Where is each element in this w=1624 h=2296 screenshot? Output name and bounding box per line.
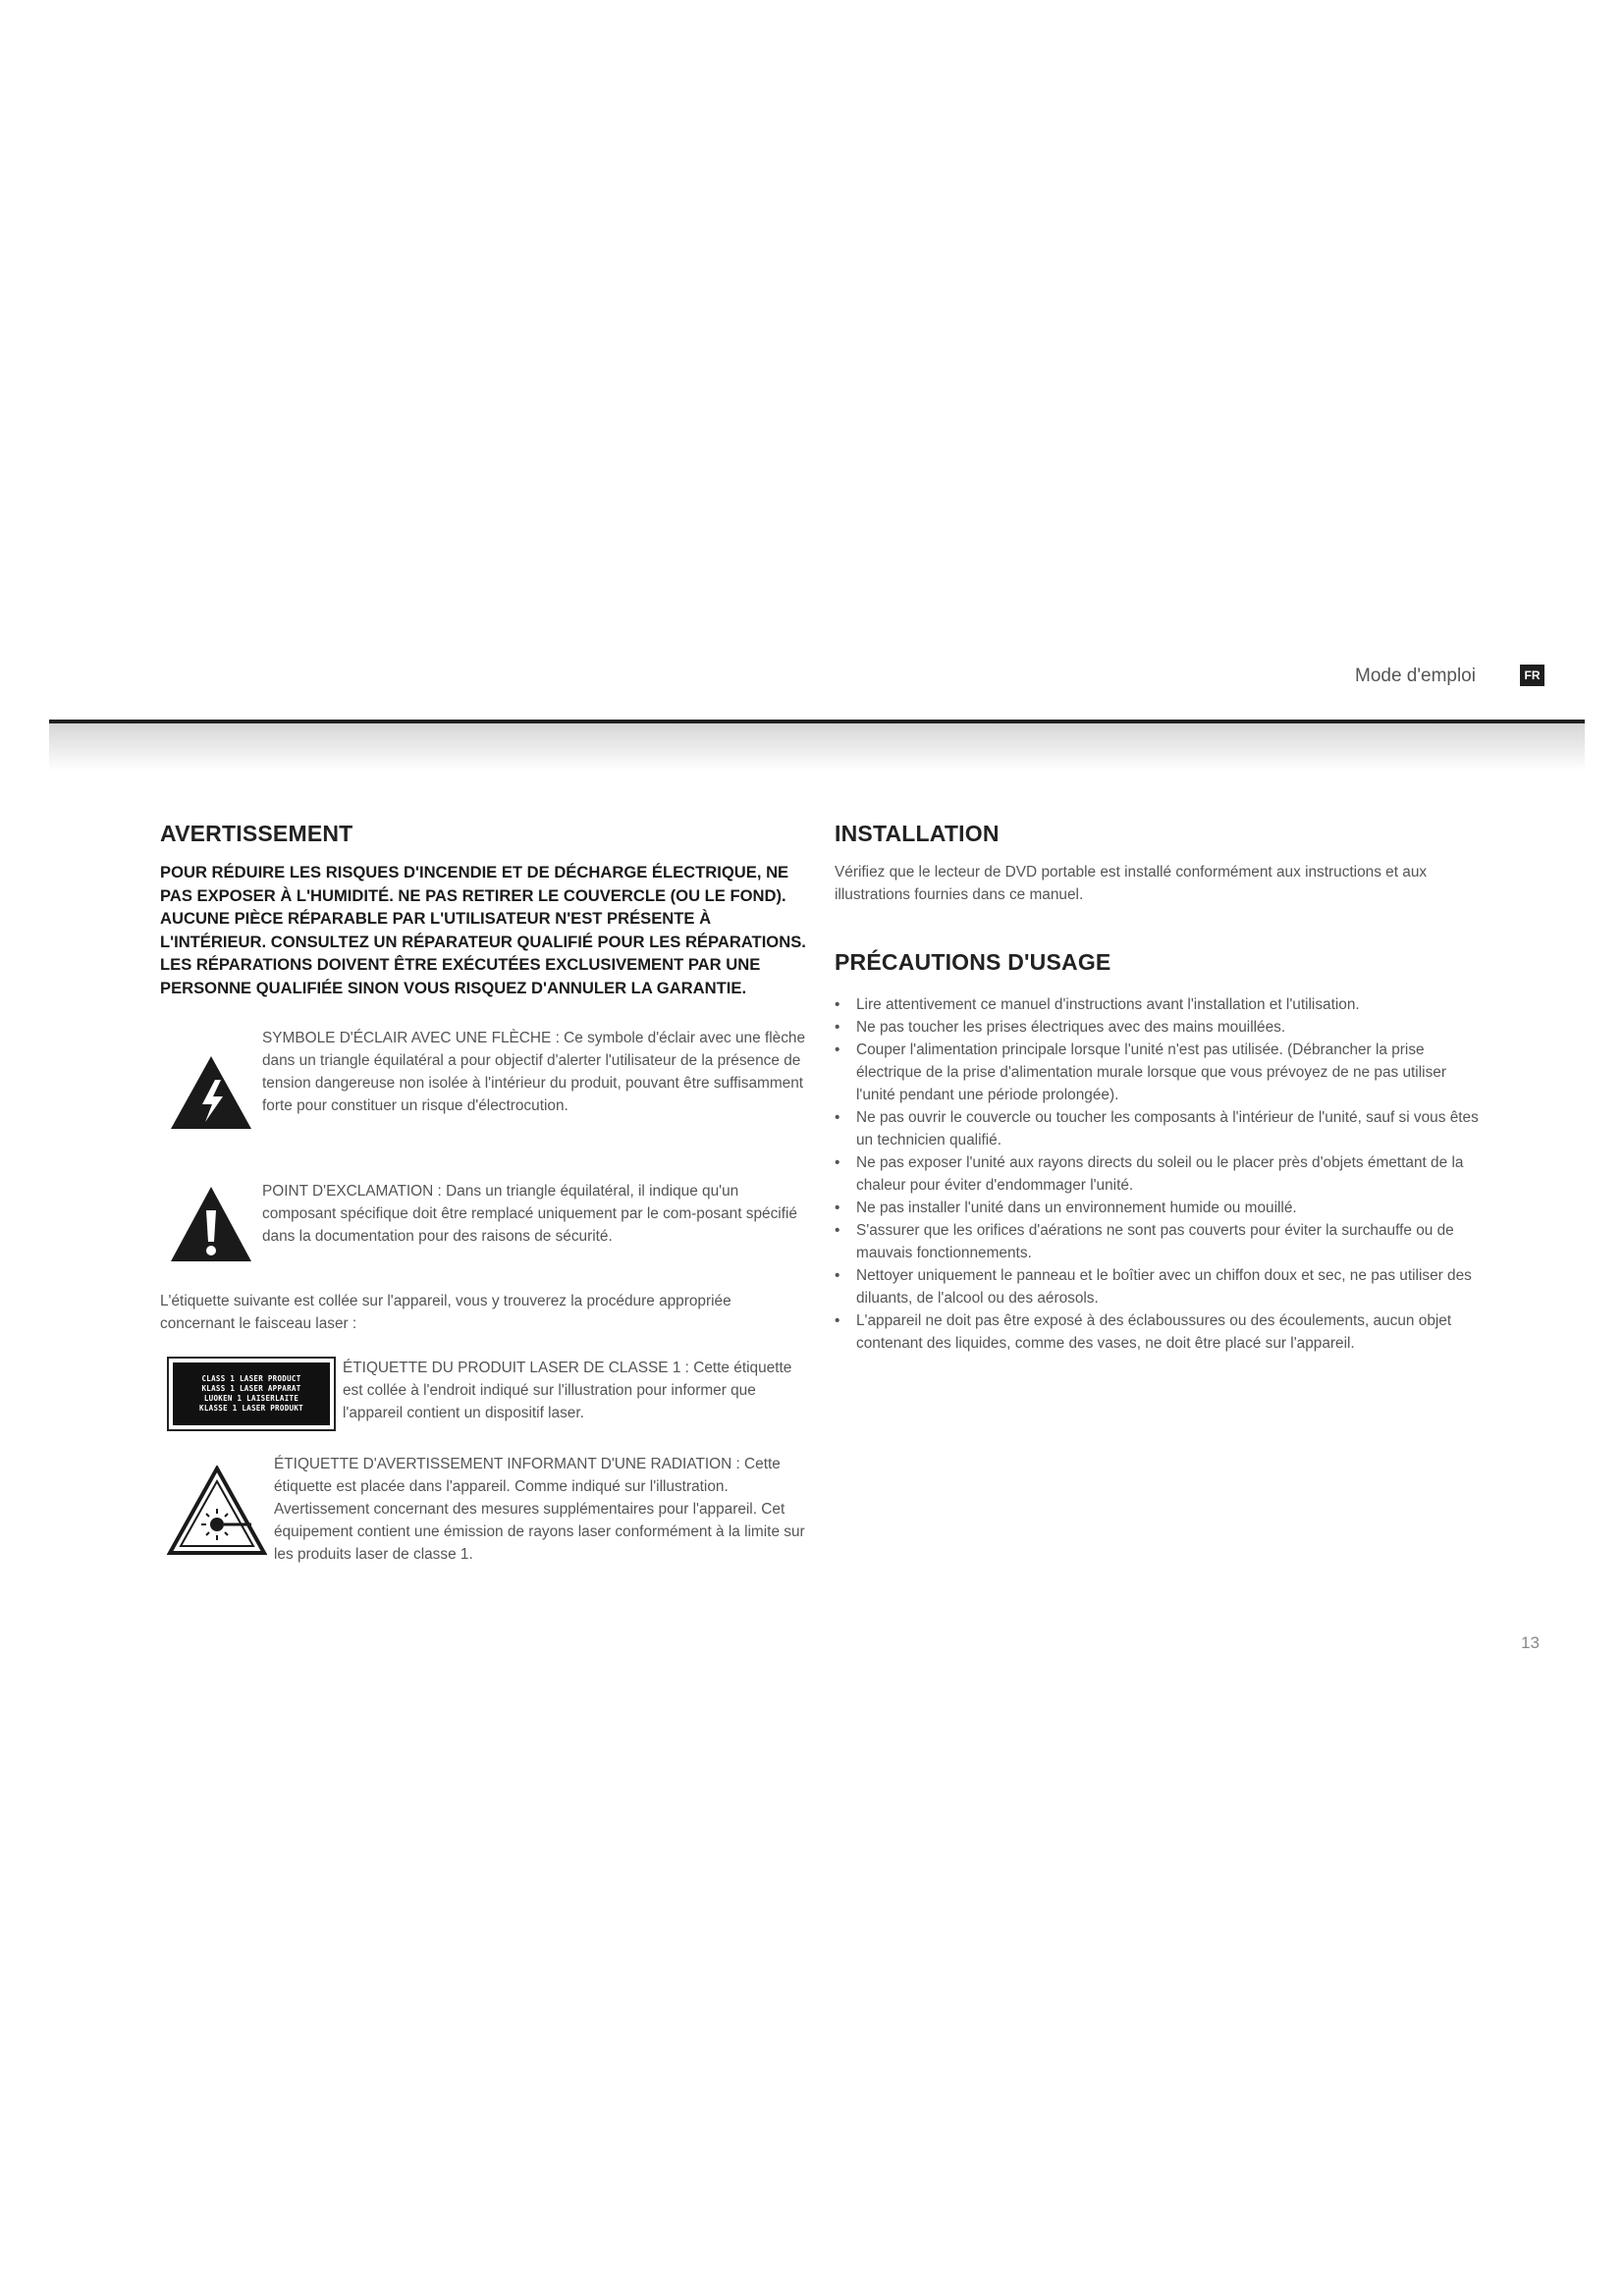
class1-label-text: ÉTIQUETTE DU PRODUIT LASER DE CLASSE 1 : Cette étiquette est collée à l'endroit indiqué sur l'illustration pour informer que l'appareil contient un dispositif laser. xyxy=(343,1360,792,1421)
list-item: • Ne pas exposer l'unité aux rayons directs du soleil ou le placer près d'objets émettant de la chaleur pour éviter d'endommager l'unité. xyxy=(835,1151,1483,1197)
radiation-label-row xyxy=(160,1453,808,1569)
class1-laser-label xyxy=(160,1357,343,1431)
exclamation-triangle-icon xyxy=(160,1180,262,1268)
laser-radiation-icon xyxy=(160,1453,274,1569)
installation-text: Vérifiez que le lecteur de DVD portable est installé conformément aux instructions et aux illustrations fournies dans ce manuel. xyxy=(835,864,1428,903)
laser-label-line: CLASS 1 LASER PRODUCT xyxy=(201,1374,301,1383)
exclamation-symbol-row xyxy=(160,1180,808,1268)
list-item: • S'assurer que les orifices d'aérations ne sont pas couverts pour éviter la surchauffe ou de mauvais fonctionnements. xyxy=(835,1219,1483,1264)
lightning-symbol-text: SYMBOLE D'ÉCLAIR AVEC UNE FLÈCHE : Ce symbole d'éclair avec une flèche dans un triangle équilatéral a pour objectif d'alerter l'utilisateur de la présence de tension dangereuse non isolée à l'intérieur du produit, pouvant être suffisamment forte pour constituer un risque d'électrocution. xyxy=(262,1030,806,1114)
header-rule-shadow xyxy=(49,723,1585,771)
precautions-list xyxy=(835,993,1483,1355)
list-item: • Couper l'alimentation principale lorsque l'unité n'est pas utilisée. (Débrancher la prise électrique de la prise d'alimentation murale lorsque que vous prévoyez de ne pas utiliser l'unité pendant une période prolongée). xyxy=(835,1039,1483,1106)
precautions-heading: PRÉCAUTIONS D'USAGE xyxy=(835,949,1111,975)
language-badge: FR xyxy=(1520,665,1544,686)
exclamation-symbol-text: POINT D'EXCLAMATION : Dans un triangle équilatéral, il indique qu'un composant spécifique doit être remplacé uniquement par le com-posant spécifié dans la documentation pour des raisons de sécurité. xyxy=(262,1183,797,1245)
lightning-triangle-icon xyxy=(160,1027,262,1158)
list-item: • Ne pas ouvrir le couvercle ou toucher les composants à l'intérieur de l'unité, sauf si vous êtes un technicien qualifié. xyxy=(835,1106,1483,1151)
class1-label-row xyxy=(160,1357,808,1431)
laser-label-line: LUOKEN 1 LAISERLAITE xyxy=(203,1394,299,1403)
list-item: • Ne pas installer l'unité dans un environnement humide ou mouillé. xyxy=(835,1197,1483,1219)
warning-bold-text: POUR RÉDUIRE LES RISQUES D'INCENDIE ET DE DÉCHARGE ÉLECTRIQUE, NE PAS EXPOSER À L'HUMIDITÉ. NE PAS RETIRER LE COUVERCLE (OU LE FOND). AUCUNE PIÈCE RÉPARABLE PAR L'UTILISATEUR N'EST PRÉSENTE À L'INTÉRIEUR. CONSULTEZ UN RÉPARATEUR QUALIFIÉ POUR LES RÉPARATIONS. LES RÉPARATIONS DOIVENT ÊTRE EXÉCUTÉES EXCLUSIVEMENT PAR UNE PERSONNE QUALIFIÉE SINON VOUS RISQUEZ D'ANNULER LA GARANTIE. xyxy=(160,863,806,997)
warning-heading: AVERTISSEMENT xyxy=(160,821,353,846)
warning-section xyxy=(160,821,808,1590)
radiation-label-text: ÉTIQUETTE D'AVERTISSEMENT INFORMANT D'UNE RADIATION : Cette étiquette est placée dans l'appareil. Comme indiqué sur l'illustration. Avertissement concernant des mesures supplémentaires pour l'appareil. Cet équipement contient une émission de rayons laser conformément à la limite sur les produits laser de classe 1. xyxy=(274,1456,805,1563)
page-number: 13 xyxy=(1521,1633,1540,1652)
list-item: • Nettoyer uniquement le panneau et le boîtier avec un chiffon doux et sec, ne pas utiliser des diluants, de l'alcool ou des aérosols. xyxy=(835,1264,1483,1309)
list-item: • L'appareil ne doit pas être exposé à des éclaboussures ou des écoulements, aucun objet contenant des liquides, comme des vases, ne doit être placé sur l'appareil. xyxy=(835,1309,1483,1355)
laser-label-line: KLASS 1 LASER APPARAT xyxy=(201,1384,301,1393)
header-title: Mode d'emploi xyxy=(1355,666,1476,686)
label-intro-text: L'étiquette suivante est collée sur l'appareil, vous y trouverez la procédure appropriée concernant le faisceau laser : xyxy=(160,1293,731,1332)
installation-precautions-section xyxy=(835,821,1483,1355)
lightning-symbol-row xyxy=(160,1027,808,1158)
list-item: • Lire attentivement ce manuel d'instructions avant l'installation et l'utilisation. xyxy=(835,993,1483,1016)
laser-label-line: KLASSE 1 LASER PRODUKT xyxy=(199,1404,303,1413)
installation-heading: INSTALLATION xyxy=(835,821,1000,846)
list-item: • Ne pas toucher les prises électriques avec des mains mouillées. xyxy=(835,1016,1483,1039)
